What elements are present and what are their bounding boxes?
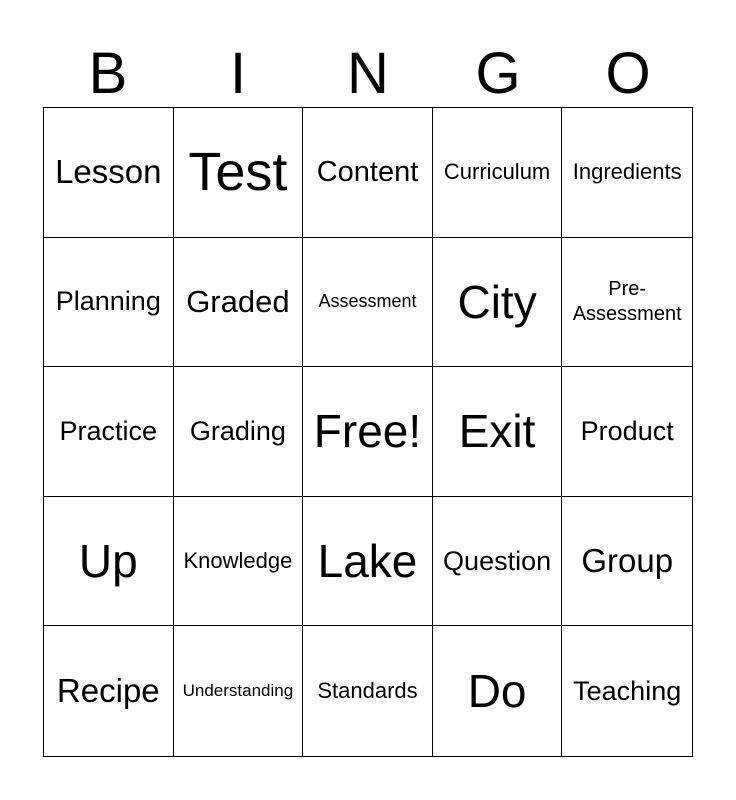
bingo-cell[interactable] — [562, 497, 692, 627]
cell-text: Graded — [186, 283, 290, 319]
cell-text: Ingredients — [572, 159, 682, 185]
cell-text: City — [457, 275, 537, 328]
cell-text: Practice — [59, 415, 158, 446]
header-letter-g: G — [475, 41, 521, 106]
cell-text: Knowledge — [183, 548, 293, 574]
header-letter-b: B — [88, 41, 128, 106]
header-letter-o: O — [605, 41, 651, 106]
cell-text: Recipe — [56, 672, 160, 710]
cell-text: Up — [78, 535, 138, 588]
free-space-cell[interactable] — [303, 367, 433, 497]
bingo-cell[interactable] — [303, 497, 433, 627]
bingo-cell[interactable] — [44, 497, 174, 627]
cell-text-line: Assessment — [572, 302, 682, 325]
cell-text: Question — [443, 545, 552, 576]
cell-text-line: Pre- — [608, 277, 647, 300]
cell-text-multiline — [573, 277, 682, 327]
bingo-cell[interactable] — [174, 367, 304, 497]
cell-text: Curriculum — [443, 159, 551, 185]
cell-text: Lesson — [55, 153, 162, 191]
bingo-cell[interactable] — [44, 238, 174, 368]
cell-text: Content — [316, 155, 419, 188]
cell-text: Group — [581, 542, 674, 580]
bingo-cell[interactable] — [562, 367, 692, 497]
cell-text: Exit — [458, 405, 536, 458]
bingo-cell[interactable] — [44, 626, 174, 756]
cell-text: Product — [580, 415, 674, 446]
cell-text: Test — [188, 142, 288, 203]
bingo-board — [43, 107, 693, 757]
header-letter-n: N — [347, 41, 389, 106]
bingo-cell[interactable] — [433, 367, 563, 497]
cell-text: Standards — [317, 678, 418, 704]
cell-text: Understanding — [182, 681, 294, 701]
bingo-cell[interactable] — [44, 108, 174, 238]
bingo-cell[interactable] — [174, 497, 304, 627]
bingo-cell[interactable] — [174, 238, 304, 368]
cell-text: Lake — [317, 535, 418, 588]
cell-text: Free! — [313, 405, 422, 458]
bingo-cell[interactable] — [562, 238, 692, 368]
cell-text: Planning — [55, 286, 161, 317]
cell-text: Assessment — [318, 291, 417, 312]
bingo-cell[interactable] — [303, 626, 433, 756]
bingo-cell[interactable] — [562, 108, 692, 238]
bingo-cell[interactable] — [303, 108, 433, 238]
bingo-cell[interactable] — [433, 108, 563, 238]
bingo-header — [43, 40, 693, 108]
cell-text: Do — [467, 665, 527, 718]
bingo-cell[interactable] — [303, 238, 433, 368]
cell-text: Teaching — [573, 675, 682, 706]
bingo-cell[interactable] — [433, 626, 563, 756]
bingo-cell[interactable] — [433, 497, 563, 627]
header-letter-i: I — [229, 41, 247, 106]
bingo-cell[interactable] — [562, 626, 692, 756]
cell-text: Grading — [189, 415, 286, 446]
bingo-cell[interactable] — [174, 108, 304, 238]
bingo-cell[interactable] — [433, 238, 563, 368]
bingo-cell[interactable] — [44, 367, 174, 497]
bingo-cell[interactable] — [174, 626, 304, 756]
